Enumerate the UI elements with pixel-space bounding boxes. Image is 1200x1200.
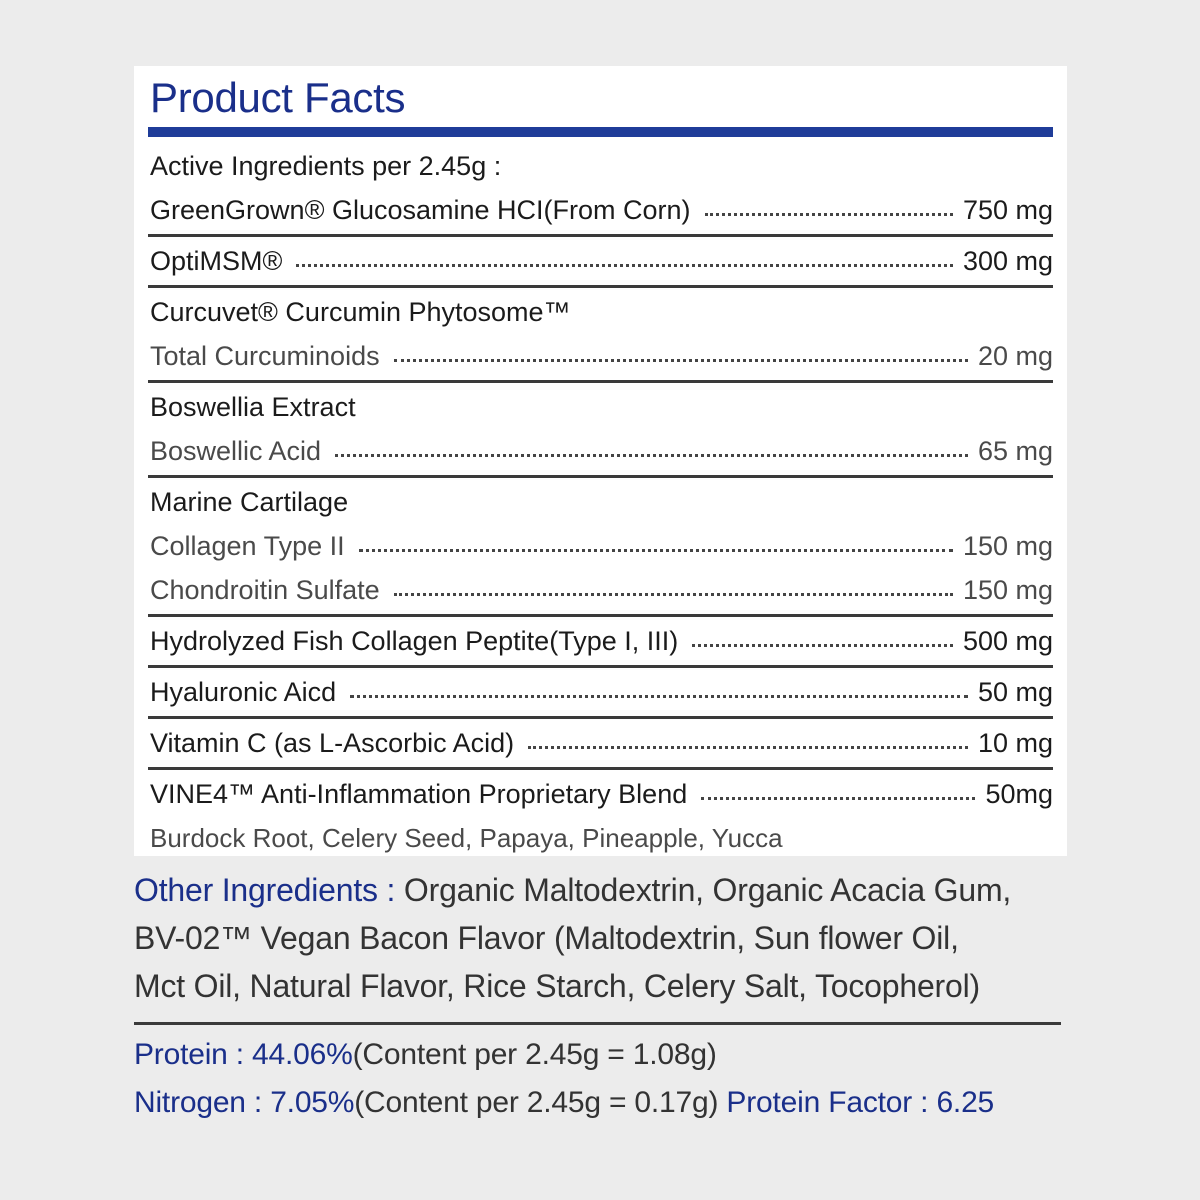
ingredient-row-curcuvet xyxy=(148,290,1053,334)
ingredient-amount: 150 mg xyxy=(962,531,1053,561)
leader-dots xyxy=(394,593,953,596)
leader-dots xyxy=(394,359,968,362)
ingredient-name: Hyaluronic Aicd xyxy=(150,677,337,707)
other-ingredients xyxy=(134,866,1074,1010)
row-divider xyxy=(148,767,1053,770)
ingredient-row-vine4 xyxy=(148,772,1053,816)
ingredient-row-boswellia xyxy=(148,385,1053,429)
other-ingredients-line3: Mct Oil, Natural Flavor, Rice Starch, Celery Salt, Tocopherol) xyxy=(134,968,980,1004)
ingredient-row-glucosamine xyxy=(148,188,1053,232)
nitrogen-detail: (Content per 2.45g = 0.17g) xyxy=(354,1086,719,1119)
ingredient-name: Chondroitin Sulfate xyxy=(150,575,380,605)
product-facts-panel xyxy=(134,66,1067,856)
ingredient-name: Vitamin C (as L-Ascorbic Acid) xyxy=(150,728,515,758)
protein-detail: (Content per 2.45g = 1.08g) xyxy=(352,1038,717,1071)
leader-dots xyxy=(692,644,953,647)
leader-dots xyxy=(701,797,975,800)
other-ingredients-label: Other Ingredients : xyxy=(134,872,396,908)
leader-dots xyxy=(359,549,953,552)
other-ingredients-line1: Organic Maltodextrin, Organic Acacia Gum, xyxy=(395,872,1012,908)
ingredient-subrow-boswellic-acid xyxy=(148,429,1053,473)
ingredient-row-hyaluronic xyxy=(148,670,1053,714)
ingredient-row-optimsm xyxy=(148,239,1053,283)
ingredient-amount: 50 mg xyxy=(977,677,1053,707)
row-divider xyxy=(148,614,1053,617)
protein-factor: Protein Factor : 6.25 xyxy=(718,1086,995,1119)
ingredient-subrow-collagen-type-ii xyxy=(148,524,1053,568)
active-header-row xyxy=(148,144,1053,188)
row-divider xyxy=(148,234,1053,237)
ingredient-name: Curcuvet® Curcumin Phytosome™ xyxy=(150,297,571,327)
row-divider xyxy=(148,380,1053,383)
ingredient-amount: 20 mg xyxy=(977,341,1053,371)
other-ingredients-line2: BV-02™ Vegan Bacon Flavor (Maltodextrin, Sun flower Oil, xyxy=(134,920,959,956)
ingredient-row-vitamin-c xyxy=(148,721,1053,765)
title-bar xyxy=(148,127,1053,137)
ingredient-list xyxy=(148,144,1053,860)
ingredient-name: VINE4™ Anti-Inflammation Proprietary Blend xyxy=(150,779,688,809)
ingredient-subrow-curcuminoids xyxy=(148,334,1053,378)
ingredient-amount: 65 mg xyxy=(977,436,1053,466)
ingredient-amount: 500 mg xyxy=(962,626,1053,656)
ingredient-row-cartilage xyxy=(148,480,1053,524)
ingredient-amount: 300 mg xyxy=(962,246,1053,276)
ingredient-name: GreenGrown® Glucosamine HCI(From Corn) xyxy=(150,195,691,225)
row-divider xyxy=(148,285,1053,288)
leader-dots xyxy=(296,264,953,267)
ingredient-name: Boswellia Extract xyxy=(150,392,356,422)
ingredient-amount: 10 mg xyxy=(977,728,1053,758)
leader-dots xyxy=(528,746,968,749)
leader-dots xyxy=(350,695,968,698)
row-divider xyxy=(148,475,1053,478)
ingredient-amount: 50mg xyxy=(985,779,1053,809)
ingredient-amount: 750 mg xyxy=(962,195,1053,225)
blend-description: Burdock Root, Celery Seed, Papaya, Pineapple, Yucca xyxy=(150,823,783,853)
protein-label: Protein : 44.06% xyxy=(134,1038,353,1071)
ingredient-name: OptiMSM® xyxy=(150,246,283,276)
leader-dots xyxy=(335,454,968,457)
ingredient-name: Total Curcuminoids xyxy=(150,341,380,371)
leader-dots xyxy=(705,213,953,216)
nitrogen-line xyxy=(134,1086,994,1120)
bottom-divider xyxy=(134,1022,1061,1025)
page-title: Product Facts xyxy=(150,74,406,121)
active-header: Active Ingredients per 2.45g : xyxy=(150,151,502,181)
ingredient-amount: 150 mg xyxy=(962,575,1053,605)
ingredient-name: Hydrolyzed Fish Collagen Peptite(Type I, III) xyxy=(150,626,679,656)
ingredient-name: Marine Cartilage xyxy=(150,487,349,517)
nitrogen-label: Nitrogen : 7.05% xyxy=(134,1086,355,1119)
row-divider xyxy=(148,665,1053,668)
ingredient-name: Collagen Type II xyxy=(150,531,345,561)
row-divider xyxy=(148,716,1053,719)
protein-line xyxy=(134,1038,717,1072)
ingredient-subrow-chondroitin xyxy=(148,568,1053,612)
ingredient-row-fish-collagen xyxy=(148,619,1053,663)
ingredient-name: Boswellic Acid xyxy=(150,436,322,466)
